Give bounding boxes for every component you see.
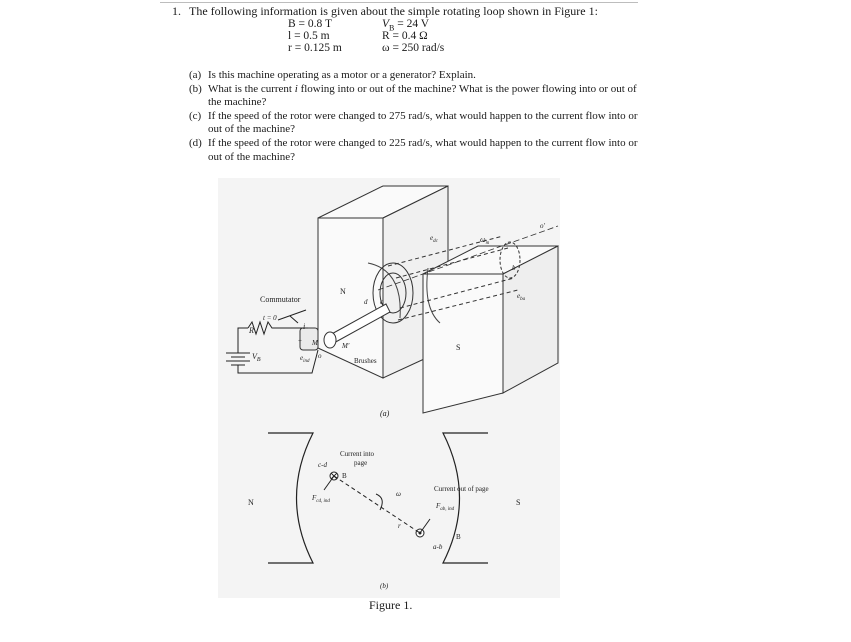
given-VB: $V_B = 24$ V [382,18,430,33]
label-c: c [380,298,384,306]
caption-b: (b) [380,582,389,590]
label-N-b: N [248,498,254,507]
given-R: R = 0.4 Ω [382,30,428,42]
label-current-out: Current out of page [434,485,489,493]
label-M2: M' [342,342,350,350]
label-edc: $e_{dc}$ [430,234,438,244]
part-b: (b) What is the current i flowing into or out of the machine? What is the power flowing into or out of the machine? [189,82,637,109]
part-a: (a) Is this machine operating as a motor or a generator? Explain. [189,69,476,81]
given-omega: ω = 250 rad/s [382,42,445,54]
label-o-prime: o' [540,222,545,230]
label-current-into-2: page [354,459,368,467]
label-b: b [512,264,516,272]
label-d: d [364,298,368,306]
top-rule [160,2,638,3]
label-fcd: $F_{cd, ind}$ [312,494,330,504]
label-cd: c-d [318,461,327,469]
label-omega-b: ω [396,490,401,498]
caption-a: (a) [380,409,390,418]
label-plus: + [298,337,302,345]
label-R: R [249,326,254,335]
label-o: o [318,352,322,360]
label-B-cd: B [342,472,347,480]
label-B-ab: B [456,533,461,541]
label-VB: $V_B$ [252,352,261,363]
label-brushes: Brushes [354,357,377,365]
label-eba: $e_{ba}$ [517,292,526,302]
question-parts [189,69,639,164]
part-d: (d) If the speed of the rotor were changed to 225 rad/s, what would happen to the current flow into or out of the machine? [189,136,638,163]
label-t0: t = 0 [263,314,277,322]
label-commutator: Commutator [260,295,301,304]
question-intro: The following information is given about the simple rotating loop shown in Figure 1: [189,4,598,18]
label-M: M [312,339,318,347]
given-r: r = 0.125 m [288,42,342,54]
label-eind: $e_{ind}$ [300,354,310,364]
label-omega-m: $\omega_m$ [480,235,490,246]
label-fab: $F_{ab, ind}$ [436,502,455,512]
given-l: l = 0.5 m [288,30,330,42]
label-i: i [303,322,306,331]
given-B: B = 0.8 T [288,18,332,30]
part-c: (c) If the speed of the rotor were changed to 275 rad/s, what would happen to the current flow into or out of the machine? [189,109,638,136]
label-S-pole: S [456,343,461,352]
question-number: 1. [172,4,181,18]
label-N-pole: N [340,287,346,296]
label-ab: a-b [433,543,443,551]
label-r: r [398,522,401,530]
figure-1-diagram [218,178,560,598]
label-current-into-1: Current into [340,450,375,458]
figure-caption: Figure 1. [369,598,413,612]
label-S-b: S [516,498,521,507]
